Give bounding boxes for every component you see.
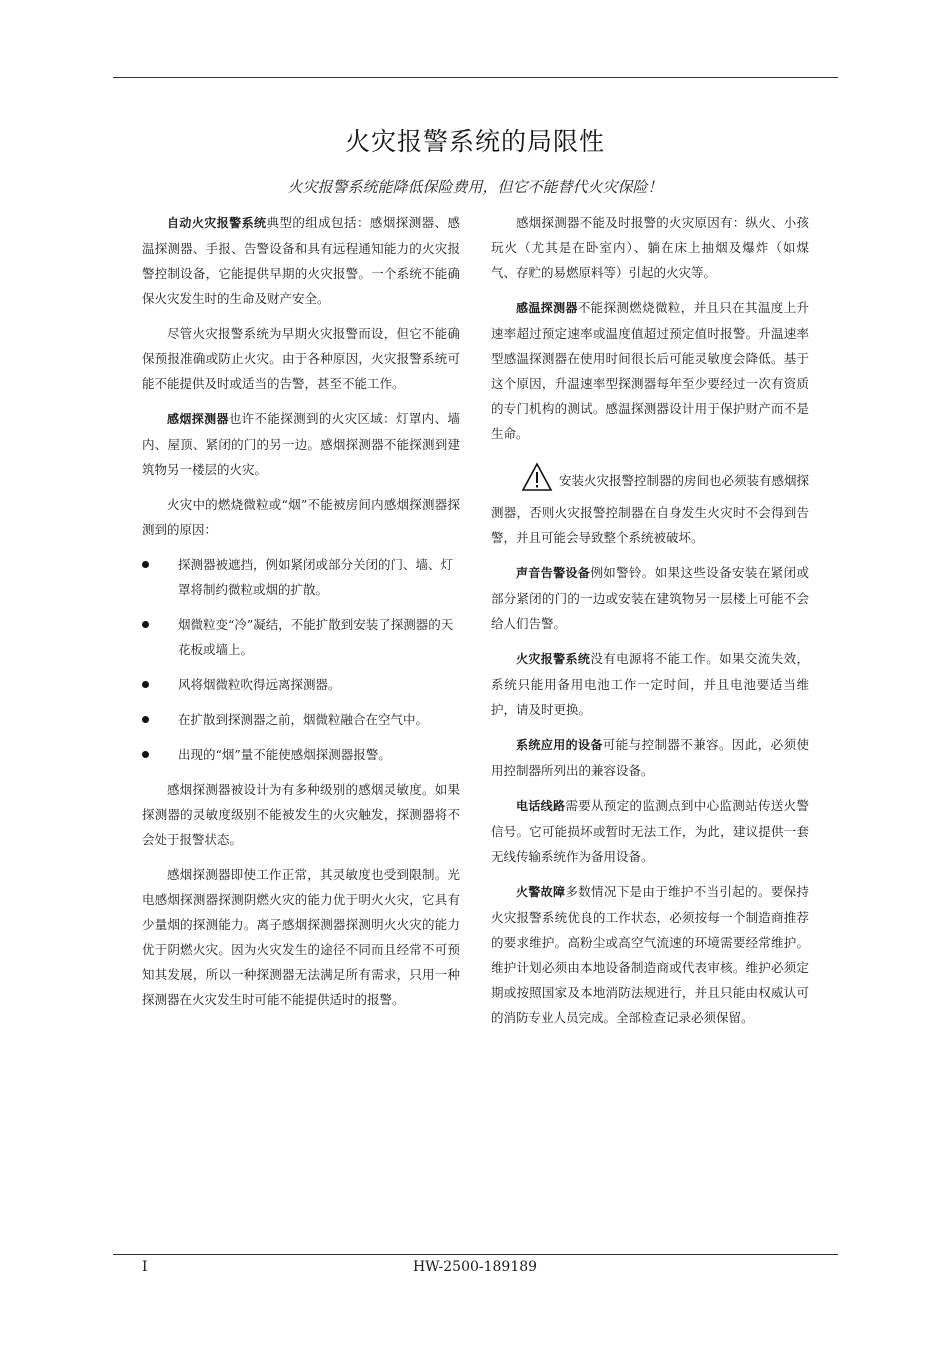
bullet-dot-icon [142, 716, 149, 723]
paragraph-detector-types: 感烟探测器即使工作正常，其灵敏度也受到限制。光电感烟探测器探测阴燃火灾的能力优于明火火灾，它具有少量烟的探测能力。离子感烟探测器探测明火火灾的能力优于阴燃火灾。因为火灾发生的途径不同而且经常不可预知其发展，所以一种探测器无法满足所有需求，只用一种探测器在火灾发生时可能不能提供适时的报警。 [142, 867, 460, 1007]
page-title: 火灾报警系统的局限性 [344, 127, 605, 156]
paragraph-sensitivity: 感烟探测器被设计为有多种级别的感烟灵敏度。如果探测器的灵敏度级别不能被发生的火灾触发，探测器将不会处于报警状态。 [142, 782, 460, 847]
list-item-text: 探测器被遮挡，例如紧闭或部分关闭的门、墙、灯罩将制约微粒或烟的扩散。 [178, 557, 454, 597]
paragraph-text: 例如警铃。如果这些设备安装在紧闭或部分紧闭的门的一边或安装在建筑物另一层楼上可能不会给人们告警。 [491, 565, 809, 631]
bullet-dot-icon [142, 681, 149, 688]
bullet-dot-icon [142, 621, 149, 628]
bullet-dot-icon [142, 751, 149, 758]
paragraph-text: 需要从预定的监测点到中心监测站传送火警信号。它可能损坏或暂时无法工作，为此，建议提供一套无线传输系统作为备用设备。 [491, 798, 809, 864]
keyword-fault: 火警故障 [516, 885, 566, 899]
warning-triangle-icon [521, 462, 553, 500]
keyword-alarm-system: 火灾报警系统 [516, 652, 591, 666]
paragraph-fault [491, 879, 809, 1030]
paragraph-text: 典型的组成包括：感烟探测器、感温探测器、手报、告警设备和具有远程通知能力的火灾报警控制设备，它能提供早期的火灾报警。一个系统不能确保火灾发生时的生命及财产安全。 [142, 215, 460, 306]
paragraph-power [491, 646, 809, 722]
keyword-heat-detector: 感温探测器 [516, 301, 578, 315]
list-item-text: 在扩散到探测器之前，烟微粒融合在空气中。 [178, 712, 429, 727]
paragraph-smoke-detector [142, 406, 460, 482]
warning-text: 安装火灾报警控制器的房间也必须装有感烟探测器，否则火灾报警控制器在自身发生火灾时不会得到告警，并且可能会导致整个系统被破坏。 [491, 473, 810, 545]
paragraph-text: 多数情况下是由于维护不当引起的。要保持火灾报警系统优良的工作状态，必须按每一个制造商推荐的要求维护。高粉尘或高空气流速的环境需要经常维护。维护计划必须由本地设备制造商或代表审核。维护必须定期或按照国家及本地消防法规进行，并且只能由权威认可的消防专业人员完成。全部检查记录必须保留。 [491, 884, 809, 1025]
list-item-text: 烟微粒变“冷”凝结，不能扩散到安装了探测器的天花板或墙上。 [178, 617, 454, 657]
paragraph-text: 不能探测燃烧微粒，并且只在其温度上升速率超过预定速率或温度值超过预定值时报警。升温速率型感温探测器在使用时间很长后可能灵敏度会降低。基于这个原因，升温速率型探测器每年至少要经过一次有资质的专门机构的测试。感温探测器设计用于保护财产而不是生命。 [491, 300, 809, 441]
paragraph-heat-detector [491, 295, 809, 446]
keyword-system-devices: 系统应用的设备 [516, 738, 603, 752]
header-rule [113, 77, 838, 78]
reasons-list [142, 552, 460, 767]
paragraph-text: 也许不能探测到的火灾区域：灯罩内、墙内、屋顶、紧闭的门的另一边。感烟探测器不能探测到建筑物另一楼层的火灾。 [142, 411, 460, 477]
page-number: I [142, 1259, 148, 1275]
paragraph-auto-system [142, 210, 460, 311]
page-subtitle: 火灾报警系统能降低保险费用，但它不能替代火灾保险！ [287, 178, 663, 196]
paragraph-warning [491, 462, 809, 550]
list-item [142, 672, 460, 697]
list-item-text: 风将烟微粒吹得远离探测器。 [178, 677, 341, 692]
paragraph-text: 可能与控制器不兼容。因此，必须使用控制器所列出的兼容设备。 [491, 737, 809, 778]
keyword-phone-line: 电话线路 [516, 799, 566, 813]
paragraph-smoke-failure-causes: 感烟探测器不能及时报警的火灾原因有：纵火、小孩玩火（尤其是在卧室内）、躺在床上抽烟及爆炸（如煤气、存贮的易燃原料等）引起的火灾等。 [491, 215, 809, 280]
list-item [142, 612, 460, 662]
paragraph-text: 没有电源将不能工作。如果交流失效，系统只能用备用电池工作一定时间，并且电池要适当维护，请及时更换。 [491, 651, 809, 717]
list-item [142, 742, 460, 767]
paragraph-limitation: 尽管火灾报警系统为早期火灾报警而设，但它不能确保预报准确或防止火灾。由于各种原因，火灾报警系统可能不能提供及时或适当的告警，甚至不能工作。 [142, 326, 460, 391]
paragraph-sound-alarm [491, 560, 809, 636]
list-item [142, 707, 460, 732]
right-column [491, 210, 809, 1040]
paragraph-compatibility [491, 732, 809, 783]
keyword-auto-system: 自动火灾报警系统 [167, 216, 267, 230]
footer-rule [113, 1254, 838, 1255]
bullet-dot-icon [142, 561, 149, 568]
list-item-text: 出现的“烟”量不能使感烟探测器报警。 [178, 747, 391, 762]
document-id: HW-2500-189189 [412, 1259, 538, 1275]
keyword-smoke-detector: 感烟探测器 [167, 412, 229, 426]
list-item [142, 552, 460, 602]
paragraph-smoke-reasons: 火灾中的燃烧微粒或“烟”不能被房间内感烟探测器探测到的原因： [142, 497, 460, 537]
left-column [142, 210, 460, 1022]
keyword-sound-alarm: 声音告警设备 [516, 566, 591, 580]
paragraph-phone-line [491, 793, 809, 869]
